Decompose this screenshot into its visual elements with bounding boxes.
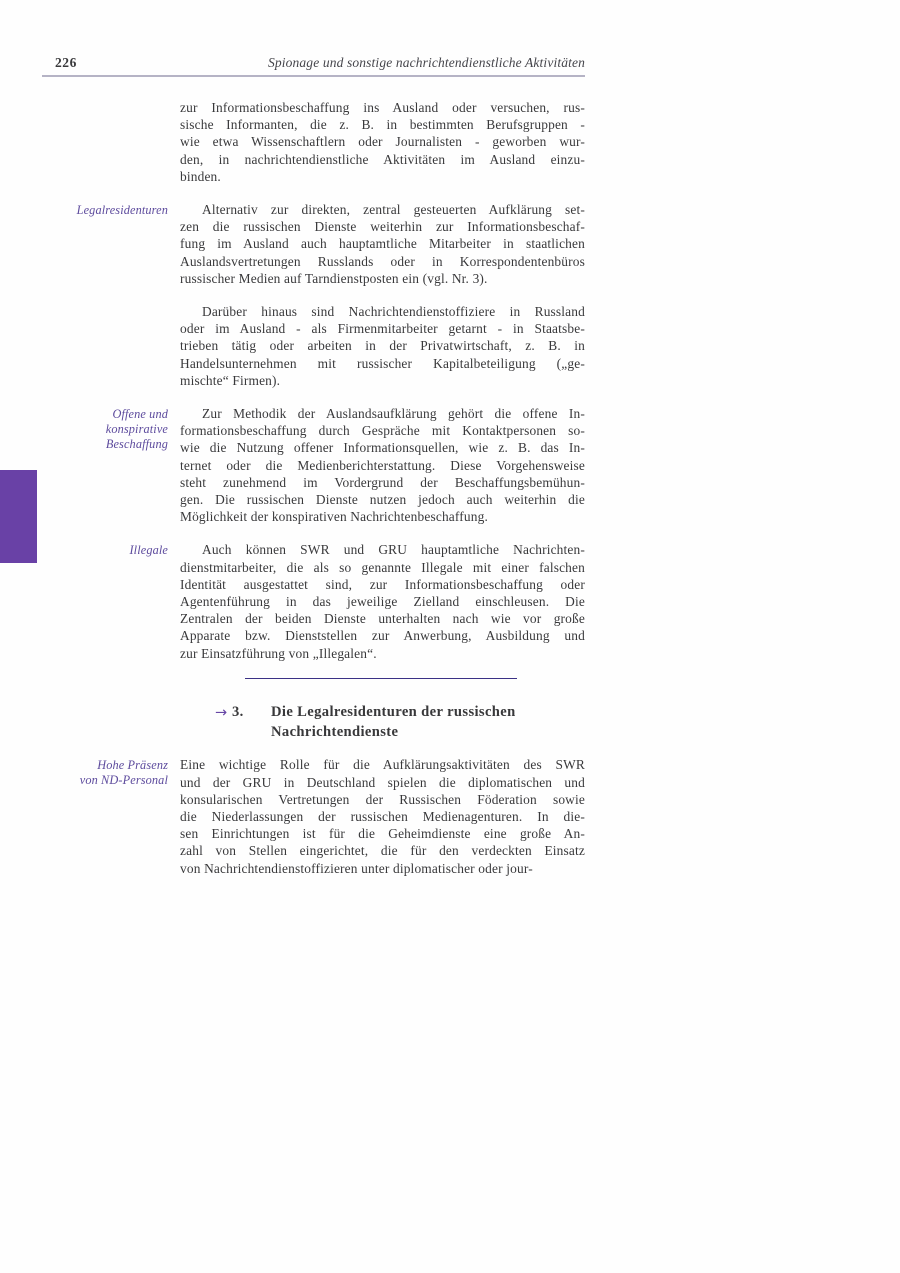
text-line: den, in nachrichtendienstliche Aktivitäten im Ausland einzu- — [180, 151, 585, 167]
section-divider — [245, 678, 517, 680]
text-line: Offene und — [112, 407, 168, 422]
text-line: Illegale — [129, 543, 168, 558]
text-line: Identität ausgestattet sind, zur Informationsbeschaffung oder — [180, 576, 585, 592]
text-line: formationsbeschaffung durch Gespräche mit Kontaktpersonen so- — [180, 423, 585, 439]
paragraph-row — [42, 405, 585, 525]
paragraph-row — [42, 541, 585, 661]
margin-note — [42, 405, 168, 525]
text-line: Auslandsvertretungen Russlands oder in Korrespondentenbüros — [180, 253, 585, 269]
margin-note — [42, 541, 168, 661]
arrow-right-icon: → — [215, 705, 228, 722]
chapter-edge-tab — [0, 470, 37, 563]
section-title — [271, 703, 516, 742]
paragraph-text — [180, 99, 585, 185]
text-line: Die Legalresidenturen der russischen — [271, 704, 516, 721]
text-line: ternet oder die Medienberichterstattung. Diese Vorgehensweise — [180, 457, 585, 473]
paragraph-row — [42, 756, 585, 876]
text-line: oder im Ausland - als Firmenmitarbeiter getarnt - in Staatsbe- — [180, 321, 585, 337]
text-line: und der GRU in Deutschland spielen die diplomatischen und — [180, 774, 585, 790]
text-line: mischte“ Firmen). — [180, 372, 281, 388]
running-header: Spionage und sonstige nachrichtendienstliche Aktivitäten — [268, 55, 585, 70]
text-line: steht zunehmend im Vordergrund der Beschaffungsbemühun- — [180, 474, 585, 490]
text-line: die Niederlassungen der russischen Medienagenturen. In die- — [180, 809, 585, 824]
text-line: Apparate bzw. Dienststellen zur Anwerbung, Ausbildung und — [180, 628, 585, 644]
paragraph-row — [42, 303, 585, 389]
margin-note — [42, 201, 168, 287]
text-line: binden. — [180, 168, 221, 184]
text-line: wie etwa Wissenschaftlern oder Journalisten - geworben wur- — [180, 134, 585, 150]
text-line: Nachrichtendienste — [271, 723, 399, 740]
paragraph-row — [42, 99, 585, 185]
text-line: zur Informationsbeschaffung ins Ausland oder versuchen, rus- — [180, 100, 585, 115]
paragraph-text — [180, 405, 585, 525]
text-line: Agentenführung in das jeweilige Zielland einschleusen. Die — [180, 594, 585, 610]
text-line: Möglichkeit der konspirativen Nachrichtenbeschaffung. — [180, 509, 488, 525]
text-line: gen. Die russischen Dienste nutzen jedoch auch weiterhin die — [180, 492, 585, 508]
text-line: sen Einrichtungen ist für die Geheimdienste eine große An- — [180, 826, 585, 842]
margin-note — [42, 303, 168, 389]
text-line: Beschaffung — [105, 437, 168, 452]
text-line: Alternativ zur direkten, zentral gesteuerten Aufklärung set- — [202, 202, 585, 218]
text-line: fung im Ausland auch hauptamtliche Mitarbeiter in staatlichen — [180, 236, 585, 252]
section-number: 3. — [232, 704, 244, 721]
text-line: russischer Medien auf Tarndienstposten ein (vgl. Nr. 3). — [180, 270, 488, 286]
section-heading — [215, 703, 585, 742]
text-line: zahl von Stellen eingerichtet, die für den verdeckten Einsatz — [180, 843, 585, 859]
text-line: Hohe Präsenz — [97, 758, 168, 773]
text-line: Darüber hinaus sind Nachrichtendienstoffiziere in Russland — [202, 304, 585, 320]
text-line: wie die Nutzung offener Informationsquellen, wie z. B. das In- — [180, 440, 585, 456]
text-line: konspirative — [105, 422, 168, 437]
page-content — [42, 99, 585, 893]
text-line: Auch können SWR und GRU hauptamtliche Nachrichten- — [202, 542, 585, 558]
text-line: sische Informanten, die z. B. in bestimmten Berufsgruppen - — [180, 117, 585, 133]
text-line: konsularischen Vertretungen der Russischen Föderation sowie — [180, 791, 585, 807]
paragraph-text — [180, 756, 585, 876]
paragraph-text — [180, 541, 585, 661]
margin-note — [42, 756, 168, 876]
text-line: Zentralen der beiden Dienste unterhalten nach wie vor große — [180, 611, 585, 627]
paragraph-text — [180, 201, 585, 287]
text-line: Legalresidenturen — [76, 203, 168, 218]
text-line: zen die russischen Dienste weiterhin zur Informationsbeschaf- — [180, 219, 585, 235]
text-line: dienstmitarbeiter, die als so genannte Illegale mit einer falschen — [180, 559, 585, 575]
text-line: Eine wichtige Rolle für die Aufklärungsaktivitäten des SWR — [180, 757, 585, 773]
text-line: trieben tätig oder arbeiten in der Privatwirtschaft, z. B. in — [180, 338, 585, 354]
paragraph-text — [180, 303, 585, 389]
text-line: Zur Methodik der Auslandsaufklärung gehört die offene In- — [202, 406, 585, 422]
text-line: von ND-Personal — [79, 773, 168, 788]
paragraph-row — [42, 201, 585, 287]
page-header — [42, 55, 585, 77]
text-line: von Nachrichtendienstoffizieren unter diplomatischer oder jour- — [180, 860, 533, 876]
page-number: 226 — [55, 55, 77, 70]
margin-note — [42, 99, 168, 185]
text-line: Handelsunternehmen mit russischer Kapitalbeteiligung („ge- — [180, 355, 585, 371]
text-line: zur Einsatzführung von „Illegalen“. — [180, 645, 377, 661]
